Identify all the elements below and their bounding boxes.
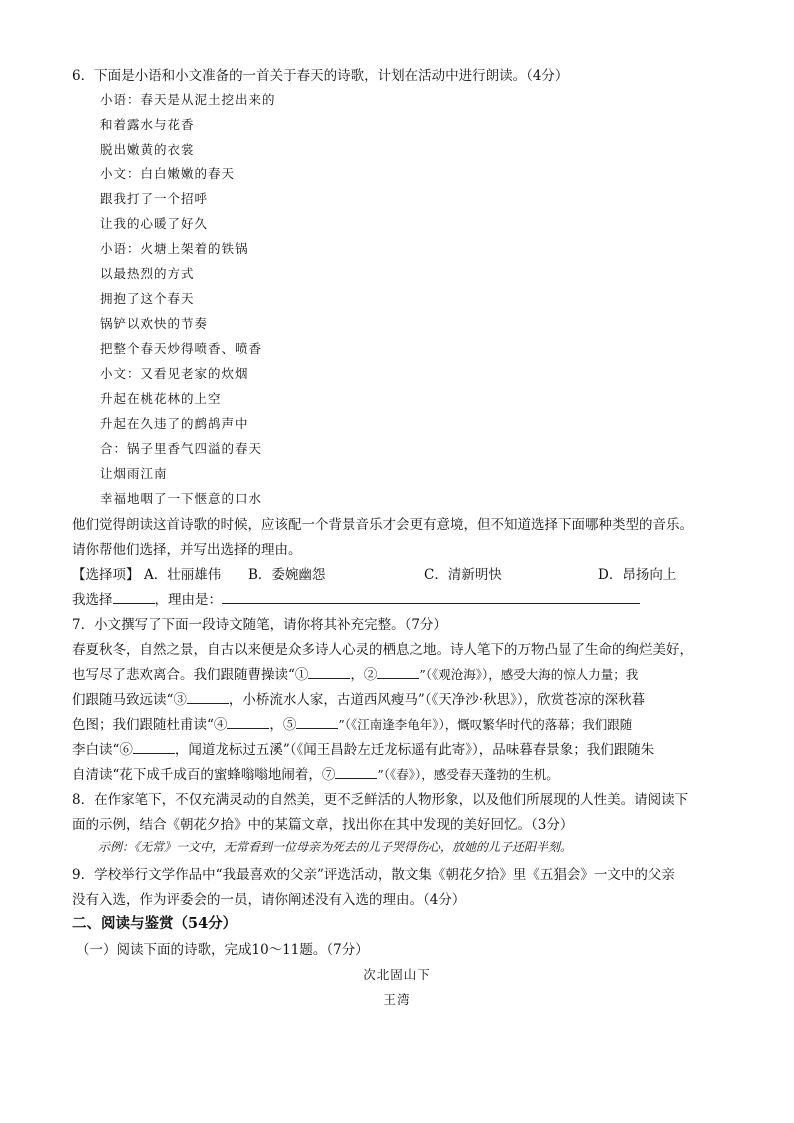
q7-text: ”（《观沧海》），感受大海的惊人力量；我 xyxy=(419,667,639,682)
blank-4[interactable] xyxy=(227,715,269,729)
q7-line: 春夏秋冬，自然之景，自古以来便是众多诗人心灵的栖息之地。诗人笔下的万物凸显了生命的绚烂美好， xyxy=(72,642,693,658)
poem-line: 升起在桃花林的上空 xyxy=(100,391,222,406)
blank-6[interactable] xyxy=(133,740,175,754)
poem-line: 让我的心暖了好久 xyxy=(100,216,209,231)
poem-line: 让烟雨江南 xyxy=(100,466,168,481)
option-a[interactable]: A．壮丽雄伟 xyxy=(144,567,222,583)
q7-text: ，闻道龙标过五溪”（《闻王昌龄左迁龙标遥有此寄》），品味暮春景象；我们跟随朱 xyxy=(174,742,655,758)
q7-text: ，② xyxy=(350,667,378,683)
poem-line: 拥抱了这个春天 xyxy=(100,291,195,306)
poem-line: 升起在久违了的鹧鸪声中 xyxy=(100,416,249,431)
answer-mid: ，理由是： xyxy=(154,592,222,608)
q6-answer-line xyxy=(72,588,640,608)
poem-line: 小语：火塘上架着的铁锅 xyxy=(100,241,249,256)
poem-line: 跟我打了一个招呼 xyxy=(100,191,209,206)
q8-line: 面的示例，结合《朝花夕拾》中的某篇文章，找出你在其中发现的美好回忆。（3分） xyxy=(72,817,574,833)
blank-7[interactable] xyxy=(335,765,377,779)
q7-title: 7．小文撰写了下面一段诗文随笔，请你将其补充完整。（7分） xyxy=(72,617,447,633)
q7-text: 李白读“⑥ xyxy=(72,742,133,758)
poem-line: 幸福地咽了一下惬意的口水 xyxy=(100,491,263,506)
poem-line: 小语：春天是从泥土挖出来的 xyxy=(100,92,276,107)
blank-3[interactable] xyxy=(187,690,229,704)
q7-line xyxy=(72,713,632,733)
poem-line: 合：锅子里香气四溢的春天 xyxy=(100,441,263,456)
q6-body-line: 他们觉得朗读这首诗歌的时候，应该配一个背景音乐才会更有意境，但不知道选择下面哪种类型的音乐。 xyxy=(72,517,693,533)
poem-line: 以最热烈的方式 xyxy=(100,266,195,281)
q7-text: 也写尽了悲欢离合。我们跟随曹操读“① xyxy=(72,667,309,683)
q7-line xyxy=(72,663,638,683)
option-d[interactable]: D．昂扬向上 xyxy=(598,567,677,583)
blank-2[interactable] xyxy=(377,665,419,679)
q7-text: ，⑤ xyxy=(269,717,297,733)
poem-line: 锅铲以欢快的节奏 xyxy=(100,316,209,331)
answer-prefix: 我选择 xyxy=(72,592,113,608)
section-subheading: （一）阅读下面的诗歌，完成10～11题。（7分） xyxy=(76,942,369,958)
q9-line: 没有入选，作为评委会的一员，请你阐述没有入选的理由。（4分） xyxy=(72,892,466,908)
reason-blank[interactable] xyxy=(222,590,640,604)
blank-5[interactable] xyxy=(296,715,338,729)
q8-example: 示例：《无常》一文中，无常看到一位母亲为死去的儿子哭得伤心，放她的儿子还阳半刻。 xyxy=(98,840,573,854)
q7-line xyxy=(72,763,559,783)
choice-blank[interactable] xyxy=(113,590,155,604)
q6-title: 6．下面是小语和小文准备的一首关于春天的诗歌，计划在活动中进行朗读。（4分） xyxy=(72,68,569,84)
q8-line: 8．在作家笔下，不仅充满灵动的自然美，更不乏鲜活的人物形象，以及他们所展现的人性美。请阅读下 xyxy=(72,792,689,808)
option-c[interactable]: C．清新明快 xyxy=(424,567,502,583)
q7-text: ”（《江南逢李龟年》），慨叹繁华时代的落幕；我们跟随 xyxy=(338,717,633,732)
q7-line xyxy=(72,738,654,758)
blank-1[interactable] xyxy=(308,665,350,679)
poem-line: 脱出嫩黄的衣裳 xyxy=(100,142,195,157)
q6-body-line: 请你帮他们选择，并写出选择的理由。 xyxy=(72,542,302,558)
q7-text: 自清读“花下成千成百的蜜蜂嗡嗡地闹着，⑦ xyxy=(72,767,336,783)
poem-line: 小文：又看见老家的炊烟 xyxy=(100,366,249,381)
poem-line: 和着露水与花香 xyxy=(100,117,195,132)
q7-text: 色图；我们跟随杜甫读“④ xyxy=(72,717,228,733)
q6-options xyxy=(72,563,732,583)
poem-author: 王湾 xyxy=(383,992,411,1007)
q7-text: ，小桥流水人家，古道西风瘦马”（《天净沙·秋思》），欣赏苍凉的深秋暮 xyxy=(228,692,646,708)
q7-text: ”（《春》），感受春天蓬勃的生机。 xyxy=(377,767,559,782)
q7-text: 们跟随马致远读“③ xyxy=(72,692,187,708)
section-heading: 二、阅读与鉴赏（54分） xyxy=(72,915,238,932)
option-b[interactable]: B．委婉幽怨 xyxy=(248,567,326,583)
poem-title: 次北固山下 xyxy=(363,967,431,982)
poem-line: 把整个春天炒得喷香、喷香 xyxy=(100,341,263,356)
poem-line: 小文：白白嫩嫩的春天 xyxy=(100,166,236,181)
q9-line: 9．学校举行文学作品中“我最喜欢的父亲”评选活动，散文集《朝花夕拾》里《五猖会》一文中的父亲 xyxy=(72,867,675,883)
q7-line xyxy=(72,688,645,708)
options-label: 【选择项】 xyxy=(72,567,140,583)
